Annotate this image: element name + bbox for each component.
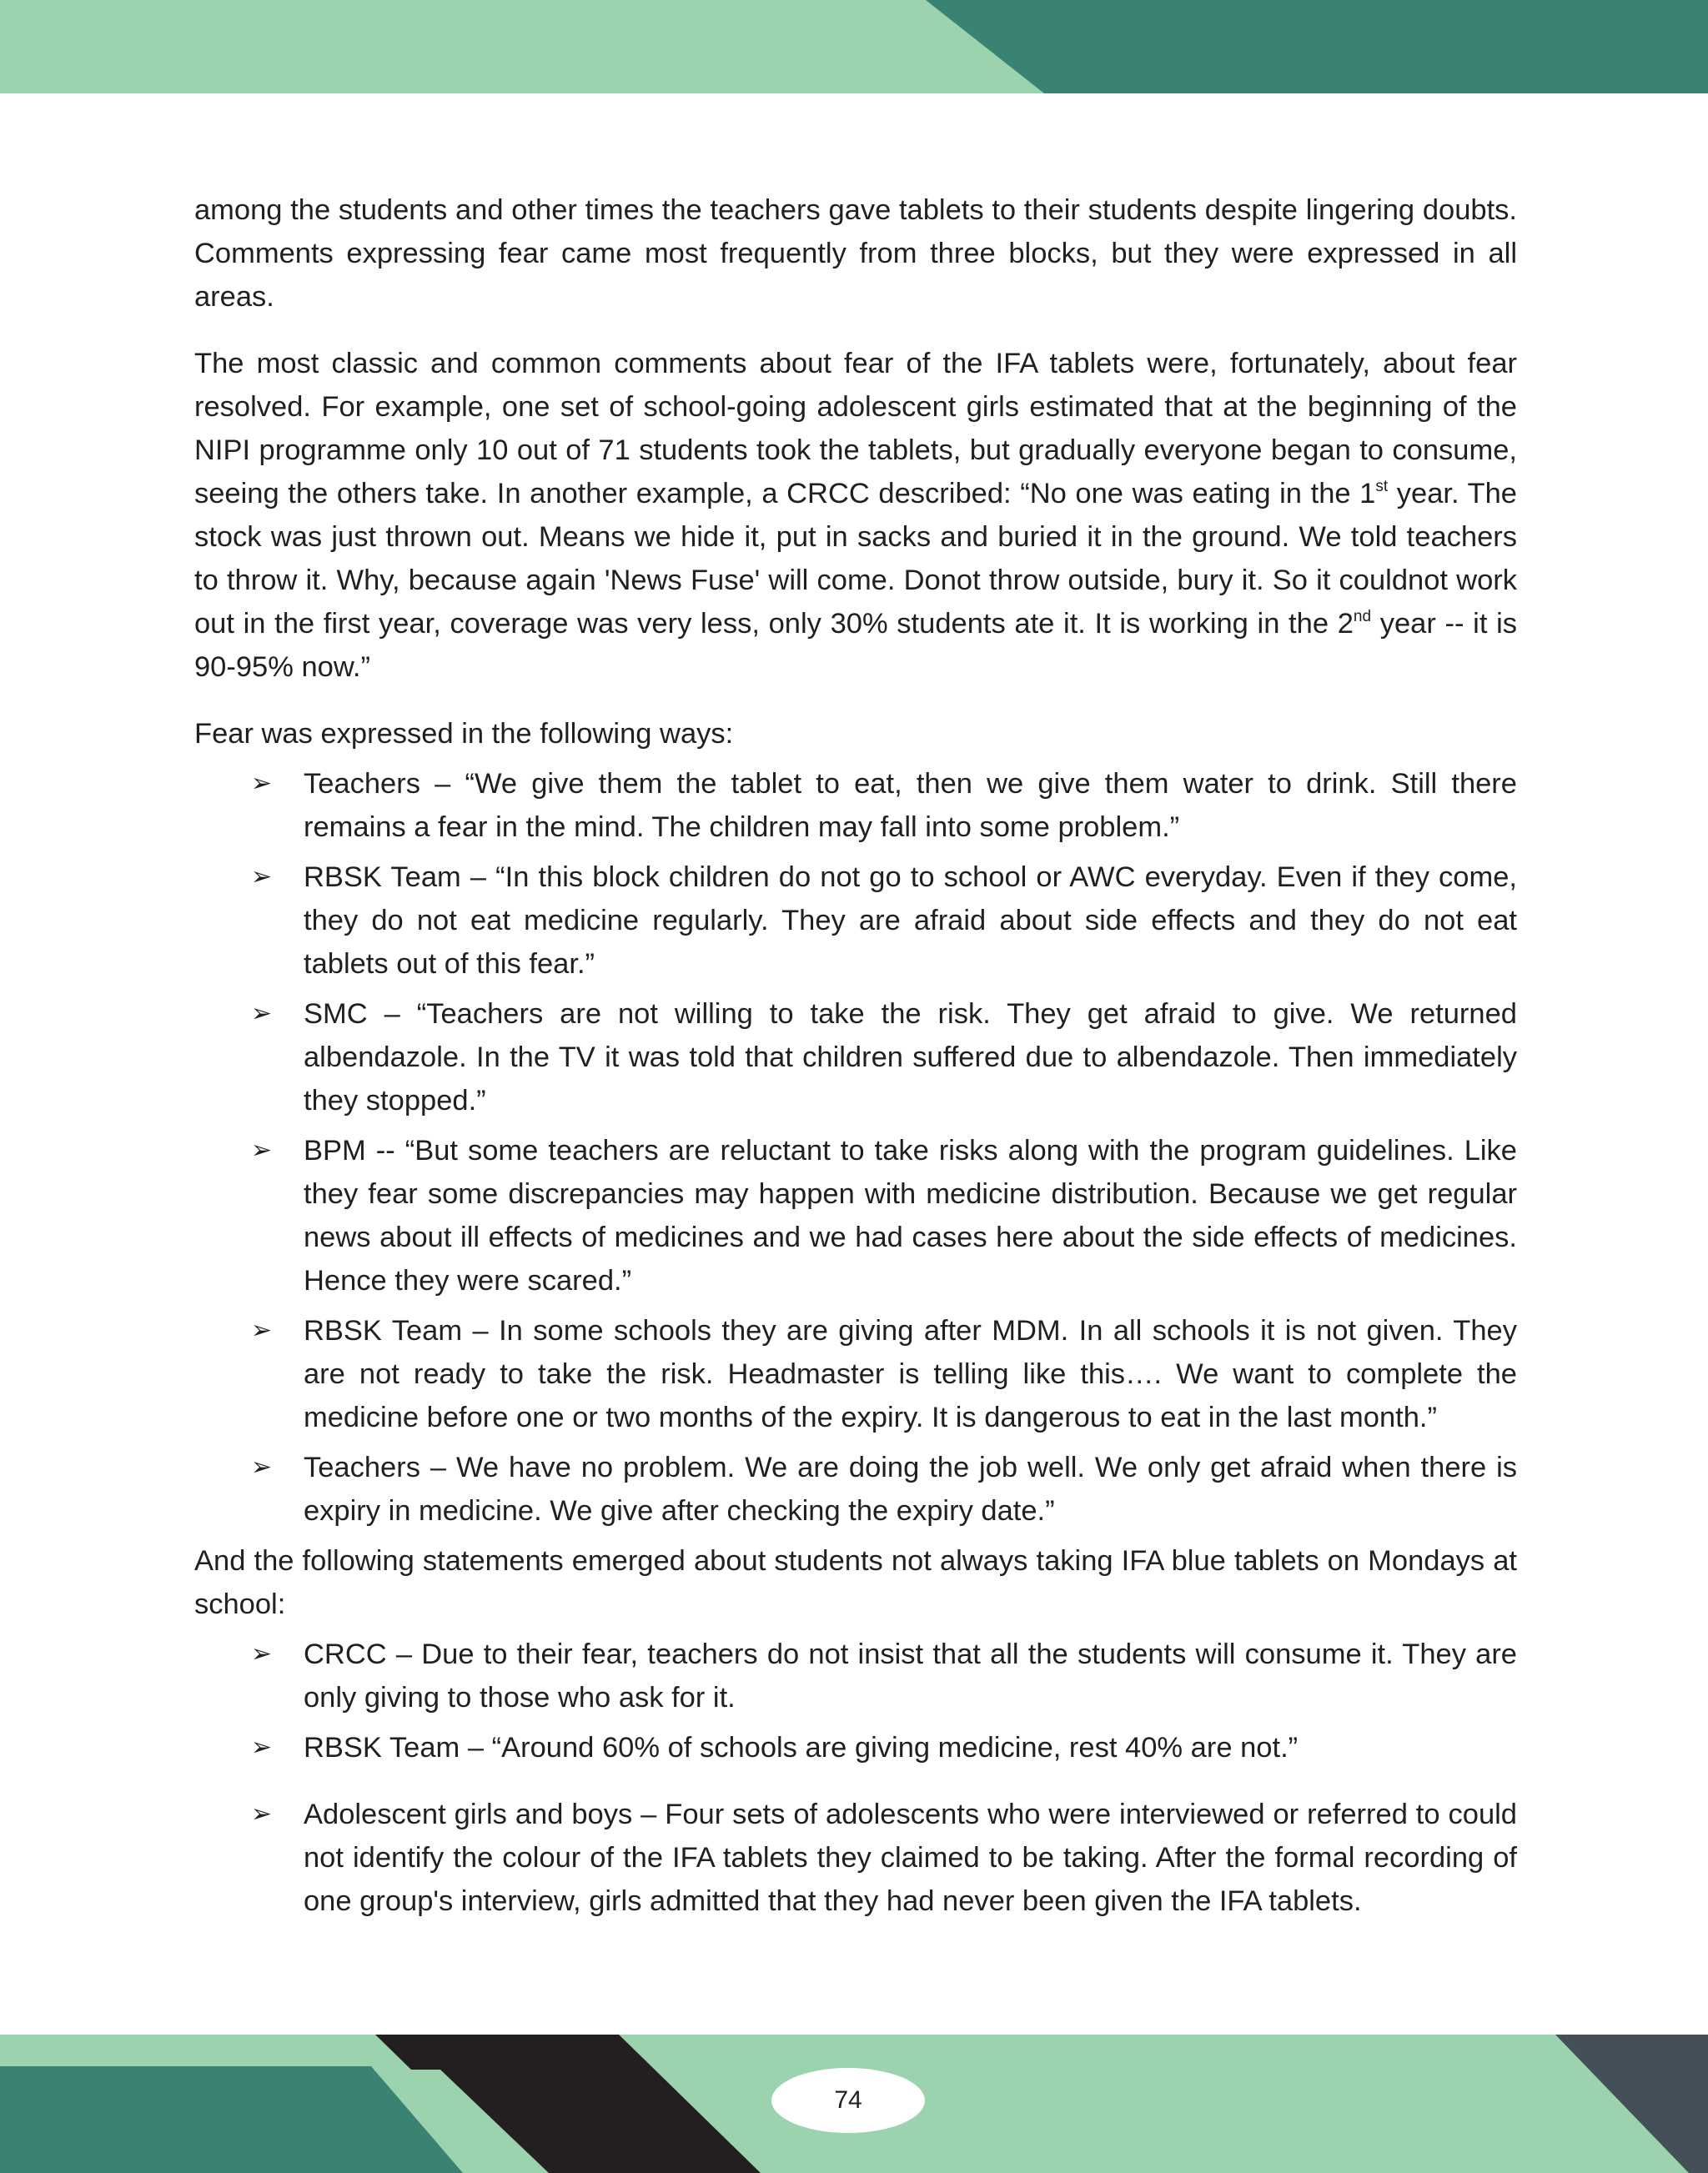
classic-text-part-3: year -- it is 90-95% now.” [194, 608, 1517, 683]
arrowhead-bullet-icon: ➢ [251, 862, 273, 891]
classic-text-part-2: year. The stock was just thrown out. Means we hide it, put in sacks and buried it in the ground. We told teachers to throw it. Why, because again 'News Fuse' will come. Donot throw outside, bury it. So it couldnot work out in the first year, coverage was very less, only 30% students ate it. It is working in the 2 [194, 478, 1517, 640]
list-item-text: CRCC – Due to their fear, teachers do not insist that all the students will consume it. They are only giving to those who ask for it. [304, 1639, 1517, 1714]
arrowhead-bullet-icon: ➢ [251, 1316, 273, 1345]
statements-list [194, 1633, 1517, 1923]
statements-intro-paragraph: And the following statements emerged about students not always taking IFA blue tablets on Mondays at school: [194, 1545, 1517, 1620]
list-item-text: Teachers – We have no problem. We are doing the job well. We only get afraid when there is expiry in medicine. We give after checking the expiry date.” [304, 1452, 1517, 1527]
top-band-dark-teal [926, 0, 1708, 93]
page-number: 74 [771, 2068, 925, 2133]
list-item-text: RBSK Team – “Around 60% of schools are giving medicine, rest 40% are not.” [304, 1732, 1299, 1764]
arrowhead-bullet-icon: ➢ [251, 999, 273, 1028]
arrowhead-bullet-icon: ➢ [251, 769, 273, 798]
list-item [194, 762, 1517, 849]
list-item [194, 1446, 1517, 1533]
page-content [194, 188, 1517, 1930]
list-item [194, 1633, 1517, 1719]
arrowhead-bullet-icon: ➢ [251, 1136, 273, 1165]
list-item-text: SMC – “Teachers are not willing to take the risk. They get afraid to give. We returned albendazole. In the TV it was told that children suffered due to albendazole. Then immediately they stopped.” [304, 998, 1517, 1117]
arrowhead-bullet-icon: ➢ [251, 1453, 273, 1482]
ordinal-superscript-first: st [1375, 478, 1389, 495]
list-item [194, 1726, 1517, 1769]
arrowhead-bullet-icon: ➢ [251, 1733, 273, 1762]
ordinal-superscript-second: nd [1353, 608, 1372, 625]
list-item [194, 856, 1517, 986]
intro-paragraph [194, 188, 1517, 319]
classic-fear-paragraph [194, 342, 1517, 689]
list-item [194, 1129, 1517, 1302]
list-item-text: Teachers – “We give them the tablet to eat, then we give them water to drink. Still there remains a fear in the mind. The children may fall into some problem.” [304, 768, 1517, 843]
list-item-text: BPM -- “But some teachers are reluctant to take risks along with the program guidelines. Like they fear some discrepancies may happen with medicine distribution. Because we get regular news about ill effects of medicines and we had cases here about the side effects of medicines. Hence they were scared.” [304, 1135, 1517, 1297]
list-item-text: Adolescent girls and boys – Four sets of adolescents who were interviewed or referred to could not identify the colour of the IFA tablets they claimed to be taking. After the formal recording of one group's interview, girls admitted that they had never been given the IFA tablets. [304, 1799, 1517, 1917]
list-item-text: RBSK Team – “In this block children do not go to school or AWC everyday. Even if they come, they do not eat medicine regularly. They are afraid about side effects and they do not eat tablets out of this fear.” [304, 861, 1517, 980]
list-item [194, 1309, 1517, 1439]
fear-list [194, 762, 1517, 1533]
fear-intro-line: Fear was expressed in the following ways: [194, 718, 734, 750]
list-item [194, 992, 1517, 1122]
arrowhead-bullet-icon: ➢ [251, 1799, 273, 1829]
classic-text-part-1: The most classic and common comments about fear of the IFA tablets were, fortunately, about fear resolved. For example, one set of school-going adolescent girls estimated that at the beginning of the NIPI programme only 10 out of 71 students took the tablets, but gradually everyone began to consume, seeing the others take. In another example, a CRCC described: “No one was eating in the 1 [194, 348, 1517, 509]
list-item [194, 1793, 1517, 1923]
top-decorative-band [0, 0, 1708, 93]
arrowhead-bullet-icon: ➢ [251, 1639, 273, 1669]
intro-text: among the students and other times the teachers gave tablets to their students despite lingering doubts. Comments expressing fear came most frequently from three blocks, but they were expressed in all areas. [194, 194, 1517, 313]
list-item-text: RBSK Team – In some schools they are giving after MDM. In all schools it is not given. They are not ready to take the risk. Headmaster is telling like this…. We want to complete the medicine before one or two months of the expiry. It is dangerous to eat in the last month.” [304, 1315, 1517, 1433]
